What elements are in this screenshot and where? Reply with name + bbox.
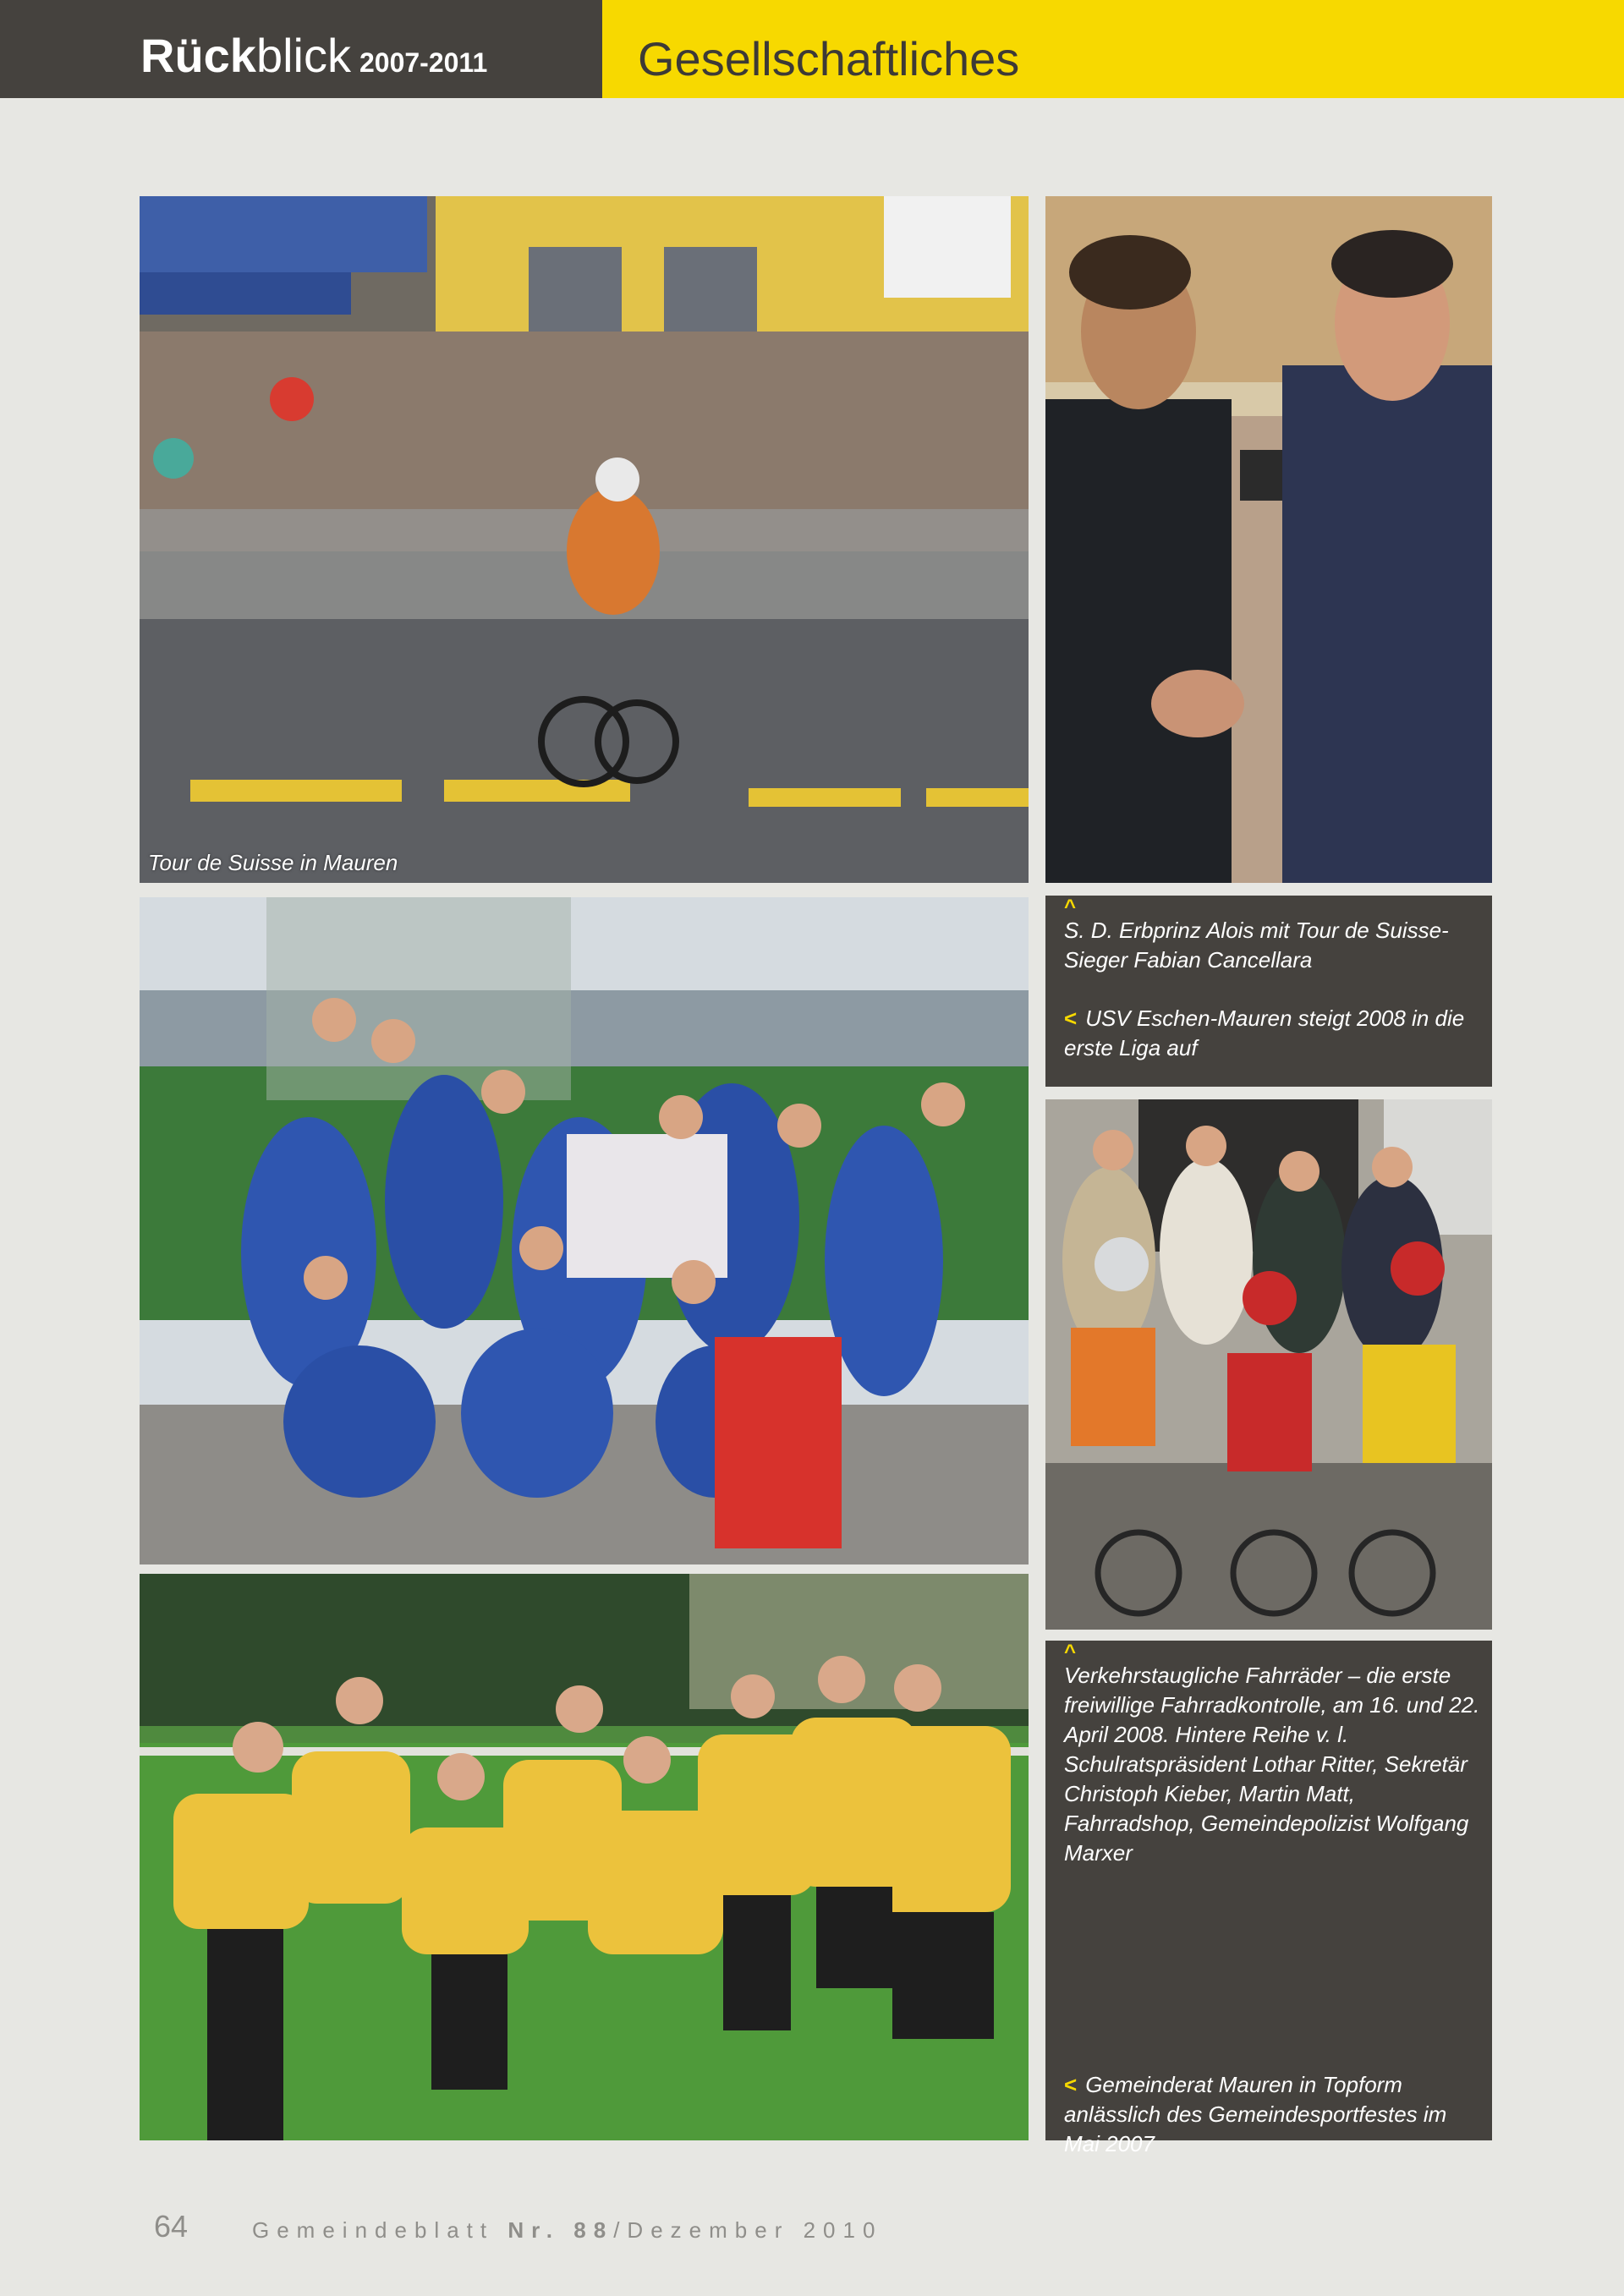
issue-date: Dezember 2010 (627, 2217, 883, 2243)
caption-football-text: USV Eschen-Mauren steigt 2008 in die erste Liga auf (1064, 1006, 1465, 1060)
brand-light: blick (255, 29, 351, 82)
brand-years: 2007-2011 (359, 47, 488, 78)
caption-bicycle-text: Verkehrstaugliche Fahrräder – die erste freiwillige Fahrradkontrolle, am 16. und 22. April 2008. Hintere Reihe v. l. Schulratspräsident Lothar Ritter, Sekretär Christoph Kieber, Martin Matt, Fahrradshop, Gemeindepolizist Wolfgang Marxer (1064, 1663, 1480, 1866)
arrow-up-icon: ^ (1064, 1641, 1077, 1663)
caption-bicycle (1064, 1641, 1484, 1868)
photo-council-sports-image (140, 1574, 1029, 2140)
photo-football-team-image (140, 897, 1029, 1564)
photo-cycling-caption: Tour de Suisse in Mauren (148, 850, 398, 875)
caption-football (1064, 1004, 1484, 1063)
photo-cycling (140, 196, 1029, 883)
photo-bicycle-check (1045, 1099, 1492, 1630)
photo-council-sports (140, 1574, 1029, 2140)
photo-football-team (140, 897, 1029, 1564)
caption-council (1064, 2070, 1484, 2159)
caption-handshake (1064, 896, 1484, 975)
publication-line (252, 2217, 882, 2244)
photo-handshake (1045, 196, 1492, 883)
arrow-left-icon: < (1064, 2072, 1078, 2097)
header-section-bar (602, 0, 1624, 98)
issue-separator: / (613, 2217, 628, 2243)
brand-title (140, 29, 488, 82)
issue-prefix: Nr. (508, 2217, 561, 2243)
arrow-left-icon: < (1064, 1006, 1078, 1031)
photo-cycling-image (140, 196, 1029, 883)
photo-handshake-image (1045, 196, 1492, 883)
issue-number: 88 (573, 2217, 614, 2243)
caption-box-upper (1045, 896, 1492, 1087)
caption-box-lower (1045, 1641, 1492, 2156)
caption-council-text: Gemeinderat Mauren in Topform anlässlich des Gemeindesportfestes im Mai 2007 (1064, 2072, 1447, 2156)
header-brand-bar (0, 0, 602, 98)
page-number: 64 (154, 2209, 189, 2244)
brand-bold: Rück (140, 29, 256, 82)
section-title: Gesellschaftliches (638, 32, 1020, 85)
caption-handshake-text: S. D. Erbprinz Alois mit Tour de Suisse-Sieger Fabian Cancellara (1064, 918, 1449, 973)
photo-bicycle-check-image (1045, 1099, 1492, 1630)
publication-name: Gemeindeblatt (252, 2217, 495, 2243)
arrow-up-icon: ^ (1064, 896, 1077, 918)
